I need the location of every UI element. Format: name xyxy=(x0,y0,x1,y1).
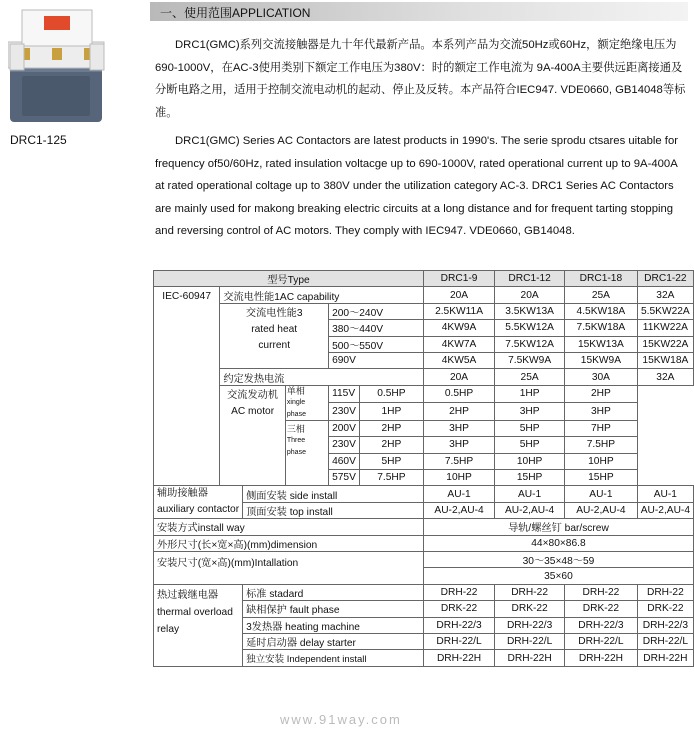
dimension-label: 外形尺寸(长×宽×高)(mm)dimension xyxy=(154,535,424,551)
voltage-cell: 200～240V xyxy=(329,303,424,319)
table-row xyxy=(154,369,694,385)
cell: 2HP xyxy=(423,403,494,421)
cell: 20A xyxy=(423,369,494,385)
cell: DRH-22/L xyxy=(495,634,565,650)
aux-label-en: auxiliary contactor xyxy=(157,504,240,516)
intro-english: DRC1(GMC) Series AC Contactors are latest products in 1990's. The serie sprodu ctsares uitable for frequency of50/60Hz, rated insulation voltacge up to 690-1000V, rated operational current up to 9A-400A at rated operational coltage up to 380V under the utilization category AC-3. DRC1 Series AC Contactors are mainly used for makong breaking electric circuits at a long distance and for frequent tarting stopping and reversing control of AC motors. They comply with IEC947. VDE0660, GB14048. xyxy=(155,135,678,238)
intro-chinese: DRC1(GMC)系列交流接触器是九十年代最新产品。本系列产品为交流50Hz或60Hz，额定绝缘电压为690-1000V，在AC-3使用类别下额定工作电压为380V：时的额定工作电流为 9A-400A主要供远距离接通及分断电路之用，适用于控制交流电动机的起动、停止及反转。本产品符合IEC947. VDE0660, GB14048等标准。 xyxy=(155,39,686,119)
cell: 3HP xyxy=(423,420,494,436)
single-phase-en2: phase xyxy=(286,410,306,418)
cell: 10HP xyxy=(423,469,494,485)
iec-label: IEC-60947 xyxy=(154,287,220,486)
table-row xyxy=(154,552,694,568)
table-row xyxy=(154,385,694,403)
model-col: DRC1-12 xyxy=(495,271,565,287)
cell: 5HP xyxy=(495,437,565,453)
cell: DRK-22 xyxy=(565,601,638,617)
cell: 3HP xyxy=(565,403,638,421)
cell: AU-1 xyxy=(495,486,565,503)
single-phase-en1: xingle xyxy=(286,398,306,406)
cell: DRH-22 xyxy=(565,584,638,600)
cell: 7.5KW9A xyxy=(495,352,565,368)
voltage-cell: 575V xyxy=(329,469,360,485)
three-phase-cn: 三相 xyxy=(286,423,305,434)
relay-type-label: 3发热器 heating machine xyxy=(243,617,424,633)
relay-type-label: 延时启动器 delay starter xyxy=(243,634,424,650)
cell: AU-1 xyxy=(637,486,693,503)
relay-type-label: 缺相保护 fault phase xyxy=(243,601,424,617)
cell: 15KW22A xyxy=(637,336,693,352)
section-header xyxy=(150,2,688,21)
cell: 4KW7A xyxy=(423,336,494,352)
cell: AU-2,AU-4 xyxy=(565,502,638,519)
cell: 7.5KW12A xyxy=(495,336,565,352)
section-title: 一、使用范围APPLICATION xyxy=(160,6,311,20)
cell: 7.5HP xyxy=(359,469,423,485)
cell: 1HP xyxy=(359,403,423,421)
cell: DRH-22/L xyxy=(565,634,638,650)
ac3-label xyxy=(220,303,329,369)
ac3-label-en2: current xyxy=(258,339,291,351)
cell: 4.5KW18A xyxy=(565,303,638,319)
cell: 3HP xyxy=(423,437,494,453)
cell: 10HP xyxy=(565,453,638,469)
table-row xyxy=(154,287,694,303)
cell: 7.5HP xyxy=(423,453,494,469)
cell: 10HP xyxy=(495,453,565,469)
cell: 7HP xyxy=(565,420,638,436)
cell: 3HP xyxy=(495,403,565,421)
relay-label-en1: thermal overload xyxy=(157,606,233,618)
cell: 30A xyxy=(565,369,638,385)
spec-table xyxy=(153,270,694,667)
cell: DRH-22H xyxy=(565,650,638,666)
cell: 0.5HP xyxy=(359,385,423,403)
install-way-value: 导轨/螺丝钉 bar/screw xyxy=(423,519,693,535)
contactor-illustration xyxy=(8,8,106,126)
cell: 11KW22A xyxy=(637,320,693,336)
cell: 3.5KW13A xyxy=(495,303,565,319)
voltage-cell: 380～440V xyxy=(329,320,424,336)
cell: DRH-22/3 xyxy=(637,617,693,633)
cell: 0.5HP xyxy=(423,385,494,403)
motor-label xyxy=(220,385,286,486)
cell: 15KW18A xyxy=(637,352,693,368)
cell: 15HP xyxy=(565,469,638,485)
cell: DRH-22/3 xyxy=(423,617,494,633)
cell: 5.5KW12A xyxy=(495,320,565,336)
three-phase-en2: phase xyxy=(286,448,306,456)
cell: 1HP xyxy=(495,385,565,403)
dimension-value: 44×80×86.8 xyxy=(423,535,693,551)
cell: 5.5KW22A xyxy=(637,303,693,319)
cell: DRK-22 xyxy=(637,601,693,617)
cell: DRH-22 xyxy=(423,584,494,600)
cell: DRH-22 xyxy=(495,584,565,600)
single-phase-label xyxy=(285,385,328,420)
cell: 15HP xyxy=(495,469,565,485)
cell: DRH-22H xyxy=(495,650,565,666)
voltage-cell: 690V xyxy=(329,352,424,368)
installation-value: 30～35×48～59 xyxy=(423,552,693,568)
cell: 32A xyxy=(637,287,693,303)
relay-type-label: 独立安装 Independent install xyxy=(243,650,424,666)
cell: AU-2,AU-4 xyxy=(637,502,693,519)
voltage-cell: 115V xyxy=(329,385,360,403)
cell: 25A xyxy=(495,369,565,385)
model-col: DRC1-9 xyxy=(423,271,494,287)
ac-cap-label: 交流电性能1AC capability xyxy=(220,287,424,303)
table-row xyxy=(154,535,694,551)
cell: DRH-22H xyxy=(637,650,693,666)
top-install-label: 顶面安装 top install xyxy=(243,502,424,519)
ac3-label-en1: rated heat xyxy=(251,323,298,335)
cell: 5HP xyxy=(495,420,565,436)
cell: DRK-22 xyxy=(423,601,494,617)
table-row xyxy=(154,519,694,535)
voltage-cell: 500～550V xyxy=(329,336,424,352)
cell: 25A xyxy=(565,287,638,303)
cell: DRH-22/L xyxy=(423,634,494,650)
motor-label-en: AC motor xyxy=(231,405,275,417)
aux-label xyxy=(154,486,243,519)
cell: 2HP xyxy=(359,420,423,436)
installation-value: 35×60 xyxy=(423,568,693,584)
model-col: DRC1-18 xyxy=(565,271,638,287)
cell: 15KW13A xyxy=(565,336,638,352)
aux-label-cn: 辅助接触器 xyxy=(157,488,208,500)
cell: DRH-22 xyxy=(637,584,693,600)
voltage-cell: 460V xyxy=(329,453,360,469)
cell: DRH-22/3 xyxy=(565,617,638,633)
voltage-cell: 200V xyxy=(329,420,360,436)
type-label: 型号Type xyxy=(154,271,424,287)
cell: DRH-22/3 xyxy=(495,617,565,633)
cell: DRK-22 xyxy=(495,601,565,617)
table-row xyxy=(154,486,694,503)
relay-type-label: 标准 stadard xyxy=(243,584,424,600)
voltage-cell: 230V xyxy=(329,403,360,421)
relay-label-en2: relay xyxy=(157,623,180,635)
three-phase-label xyxy=(285,420,328,486)
cell: AU-2,AU-4 xyxy=(423,502,494,519)
cell: DRH-22/L xyxy=(637,634,693,650)
product-caption: DRC1-125 xyxy=(10,133,67,147)
cell: 7.5HP xyxy=(565,437,638,453)
product-image xyxy=(8,8,106,126)
cell: AU-2,AU-4 xyxy=(495,502,565,519)
table-row xyxy=(154,584,694,600)
table-row xyxy=(154,303,694,319)
cell: DRH-22H xyxy=(423,650,494,666)
thermal-label: 约定发热电流 xyxy=(220,369,424,385)
voltage-cell: 230V xyxy=(329,437,360,453)
cell: 2.5KW11A xyxy=(423,303,494,319)
cell: 7.5KW18A xyxy=(565,320,638,336)
cell: AU-1 xyxy=(423,486,494,503)
cell: 20A xyxy=(495,287,565,303)
relay-label-cn: 热过载继电器 xyxy=(157,589,219,601)
installation-label: 安装尺寸(宽×高)(mm)Intallation xyxy=(154,552,424,585)
relay-label xyxy=(154,584,243,666)
cell: 4KW5A xyxy=(423,352,494,368)
cell: 2HP xyxy=(359,437,423,453)
ac3-label-cn: 交流电性能3 xyxy=(245,307,303,319)
cell: 32A xyxy=(637,369,693,385)
three-phase-en1: Three xyxy=(286,436,306,444)
single-phase-cn: 单相 xyxy=(286,385,305,396)
cell: AU-1 xyxy=(565,486,638,503)
header-row xyxy=(154,271,694,287)
cell: 15KW9A xyxy=(565,352,638,368)
cell: 20A xyxy=(423,287,494,303)
side-install-label: 侧面安装 side install xyxy=(243,486,424,503)
watermark: www.91way.com xyxy=(280,712,402,727)
cell: 2HP xyxy=(565,385,638,403)
motor-label-cn: 交流发动机 xyxy=(227,389,279,401)
cell: 5HP xyxy=(359,453,423,469)
install-way-label: 安装方式install way xyxy=(154,519,424,535)
cell: 4KW9A xyxy=(423,320,494,336)
model-col: DRC1-22 xyxy=(637,271,693,287)
